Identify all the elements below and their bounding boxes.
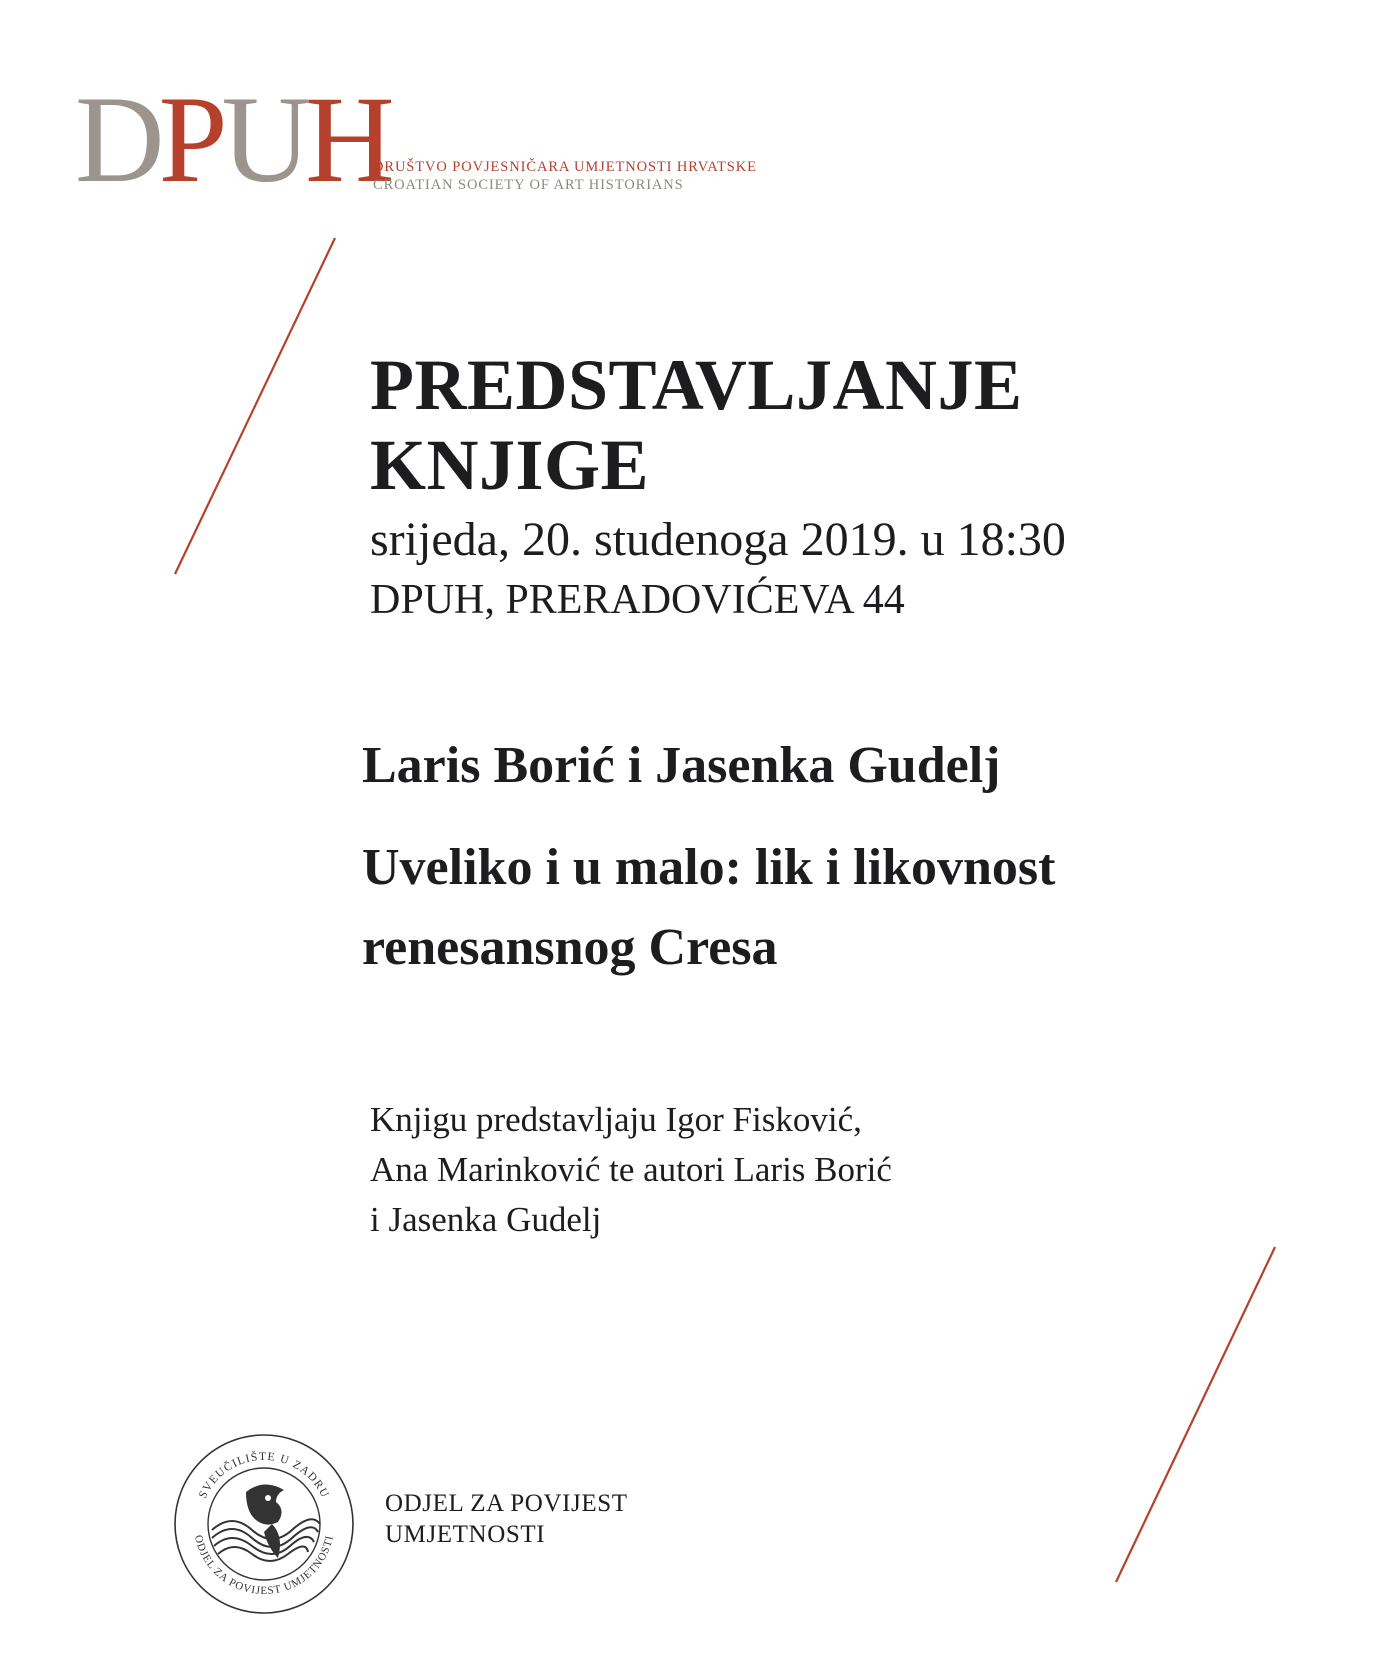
department-line1: ODJEL ZA POVIJEST (385, 1490, 628, 1517)
event-type-line2: KNJIGE (370, 425, 650, 505)
society-name-en: CROATIAN SOCIETY OF ART HISTORIANS (373, 177, 684, 193)
event-datetime: srijeda, 20. studenoga 2019. u 18:30 (370, 513, 1066, 566)
society-name-hr: DRUŠTVO POVJESNIČARA UMJETNOSTI HRVATSKE (373, 159, 757, 175)
presenters-text (370, 1095, 892, 1245)
department-name (385, 1488, 628, 1550)
logo-letter-u: U (221, 71, 306, 208)
logo-letter-p: P (158, 71, 222, 208)
diagonal-line-bottom (1116, 1247, 1275, 1582)
presenters-line3: i Jasenka Gudelj (370, 1200, 602, 1239)
event-type-line1: PREDSTAVLJANJE (370, 345, 1023, 425)
logo-letter-h: H (305, 71, 389, 208)
presenters-line1: Knjigu predstavljaju Igor Fisković, (370, 1100, 862, 1139)
logo-letter-d: D (75, 71, 159, 208)
seal-text-top: SVEUČILIŠTE U ZADRU (196, 1450, 332, 1501)
presenters-line2: Ana Marinković te autori Laris Borić (370, 1150, 892, 1189)
department-line2: UMJETNOSTI (385, 1521, 546, 1548)
book-title (362, 828, 1055, 988)
event-type-heading (370, 345, 1330, 505)
event-info (370, 345, 1330, 629)
book-title-line2: renesansnog Cresa (362, 919, 778, 976)
event-venue: DPUH, PRERADOVIĆEVA 44 (370, 577, 905, 623)
diagonal-line-top (175, 238, 335, 574)
book-authors: Laris Borić i Jasenka Gudelj (362, 737, 1001, 794)
seal-text-bottom: ODJEL ZA POVIJEST UMJETNOSTI (191, 1533, 336, 1598)
university-seal-icon (172, 1432, 356, 1616)
book-title-line1: Uveliko i u malo: lik i likovnost (362, 839, 1056, 896)
